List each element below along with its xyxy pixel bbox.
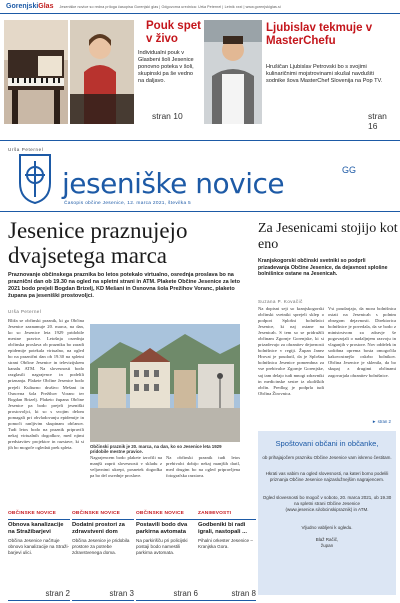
right-deck: Kranjskogorski občinski svetniki so podprli prizadevanja Občine Jesenice, da dejavnost splošne bolnišnice ostane na Jesenicah. — [258, 258, 388, 278]
child-pianist-photo — [70, 20, 134, 124]
news-tag: OBČINSKE NOVICE — [72, 511, 121, 516]
greeting-title: Spoštovani občani in občanke, — [275, 439, 379, 448]
news-item[interactable] — [136, 511, 198, 601]
piano-photo — [4, 20, 68, 124]
lead-deck: Praznovanje občinskega praznika bo letos potekalo virtualno, osrednja proslava bo na praznični dan ob 19.30 na ogled na spletni strani in ATM. Plakete Občine Jesenice za leto 2021 bodo prejeli Bogdan Brizelj, KD Mešani in Osnovna šola Prežihov Voranc, plaketo župana pa jeseniški prostovoljci. — [8, 272, 240, 299]
lead-column-3: Na občinski praznik tudi letos prebivalci dobijo nekaj manjših daril, med drugim bo na ogled pripravljena fotografska razstava. — [166, 455, 240, 479]
lead-column-2: Nagrajencem bodo plakete izročili na manjši zaprti slovesnosti v skladu z veljavnimi ukrepi, posnetek dogodka pa bo del osrednje proslave. — [90, 455, 162, 479]
news-title: Godbeniki bi radi igrali, nastopali ... — [198, 522, 247, 535]
news-item[interactable] — [72, 511, 134, 601]
teaser-left-title: Pouk spet v živo — [146, 20, 201, 45]
news-body: Pihalni orkester Jesenice – Kranjska Gora. — [198, 538, 253, 549]
masthead-title: jeseniške novice — [62, 167, 285, 200]
lead-headline[interactable]: Jesenice praznujejo dvajsetega marca — [8, 218, 188, 268]
greeting-signature-name: Blaž Račič, — [315, 537, 339, 542]
news-tag: OBČINSKE NOVICE — [136, 511, 185, 516]
news-tag: OBČINSKE NOVICE — [8, 511, 57, 516]
news-page[interactable]: stran 3 — [109, 589, 134, 598]
news-page[interactable]: stran 2 — [45, 589, 70, 598]
news-page[interactable]: stran 6 — [173, 589, 198, 598]
news-bottom-rule — [72, 600, 134, 601]
teaser-right-page[interactable]: stran 16 — [368, 111, 387, 131]
right-headline[interactable]: Za Jesenicami stojijo kot eno — [258, 221, 398, 252]
right-column-2: Vsi poudarjajo, da mora bolnišnica ostati na Jesenicah s polnim obsegom dejavnosti. Direktorica bolnišnice je povedala, da se bodo z ministrstvom za zdravje še pogovarjali o nadaljnjem razvoju in vlaganjih v prostore. Nov oddelek in sodobna oprema bosta omogočila kakovostnejšo oskrbo bolnikov. Občina Jesenice je sklenila, da bo skupaj z drugimi občinami zagovarjala ohranitev bolnišnice. — [328, 306, 396, 378]
teaser-right[interactable] — [204, 20, 398, 138]
gorenjski-glas-logo: GorenjskiGlas — [6, 3, 54, 10]
news-bottom-rule — [8, 600, 70, 601]
news-tag: ZANIMIVOSTI — [198, 511, 232, 516]
right-more-link[interactable]: ► stran 2 — [372, 419, 392, 424]
masthead-author: Urša Peternel — [8, 147, 44, 152]
teaser-left-page[interactable]: stran 10 — [152, 111, 183, 121]
mayor-greeting-box — [258, 431, 396, 595]
publication-info: Jeseniške novice so redna priloga časopisa Gorenjski glas | Odgovorna urednica: Urša Peternel | Letnik xxxi | www.gorenjskiglas.si — [59, 4, 281, 9]
coat-of-arms-icon — [18, 153, 52, 205]
lead-column-1: Bliža se občinski praznik, ki ga Občina Jesenice zaznamuje 20. marca, na dan, ko so Jesenice leta 1929 pridobile mestne pravice. Letošnja osrednja občinska proslava ob prazniku bo zaradi epidemije potekala virtualno, na ogled bo na praznični dan ob 19.30 na spletni strani Občine Jesenice in televizijskem kanalu ATM. Na slovesnosti bodo razglasili nagrajence in podelili priznanja. Plakete Občine Jesenice bodo prejeli Kulturno društvo Mešani in Osnovna šola Prežihov Voranc ter Bogdan Brizelj. Plaketo župana Občine Jesenice pa bodo prejeli jeseniški prostovoljci, ki so s svojim delom pomagali pri obvladovanju epidemije in pomoči ranljivim skupinam občanov. Tudi letos bodo na praznik pripravili nekaj virtualnih dogodkov, med njimi predstavitev projektov in razstave, ki si jih bo mogoče ogledati prek spleta. — [8, 318, 84, 450]
news-divider — [72, 519, 134, 520]
lead-photo-caption: Občinski praznik je 20. marca, na dan, ko so Jesenice leta 1929 pridobile mestne pravice. — [90, 444, 222, 455]
masthead-subtitle: Časopis občine Jesenice, 12. marca 2021, številka 5 — [64, 201, 192, 206]
teaser-left-text: Individualni pouk v Glasbeni šoli Jesenice ponovno poteka v šoli, skupinski pa še vedno na daljavo. — [138, 50, 194, 84]
news-bottom-rule — [198, 600, 256, 601]
greeting-signature-role: župan — [320, 543, 334, 548]
news-body: Občina Jesenice načrtuje obnovo kanalizacije na Stražibarjevi ulici. — [8, 538, 70, 555]
news-bottom-rule — [136, 600, 198, 601]
teaser-left[interactable] — [4, 20, 200, 138]
town-square-photo — [90, 324, 240, 442]
news-divider — [198, 519, 256, 520]
news-body: Na parkirišču pri policijski postaji bodo namestili parkirna avtomata. — [136, 538, 188, 555]
right-column-1: Na dopisni seji so kranjskogorski občinski svetniki sprejeli sklep o podpori Splošni bolnišnici Jesenice, ki naj ostane na Jesenicah. S tem so se pridružili občinam Zgornje Gorenjske, ki si prizadevajo za ohranitev dejavnosti bolnišnice v regiji. Župan Janez Hrovat je poudaril, da je Splošna bolnišnica Jesenice pomembna za vse prebivalce Zgornje Gorenjske, saj tam delajo tudi mnogi zdravniki in medicinske sestre iz okoliških občin. Predlog je podprla tudi Občina Žirovnica. — [258, 306, 324, 396]
masthead-gg: GG — [342, 165, 357, 175]
news-divider — [136, 519, 198, 520]
teaser-right-text: Hrušičan Ljubislav Petrovski bo s svojimi kulinaričnimi mojstrovinami skušal navdušiti sodnike šova MasterChef Slovenija na Pop TV. — [266, 64, 383, 84]
teaser-right-title: Ljubislav tekmuje v MasterChefu — [266, 22, 373, 47]
right-byline: Suzana P. Kovačič — [258, 299, 303, 304]
greeting-paragraph-1: ob prihajajočem prazniku Občine Jesenice vam iskreno čestitam. — [262, 455, 392, 460]
news-title: Obnova kanalizacije na Stražibarjevi — [8, 522, 64, 535]
news-divider — [8, 519, 70, 520]
masthead — [0, 140, 400, 212]
greeting-paragraph-3: Ogled slovesnosti bo mogoč v soboto, 20. marca 2021, ob 19.30 na spletni strani Občine Jesenice (www.jesenice.si/obcinskipraznik) in ATM. — [262, 495, 392, 512]
news-title: Dodatni prostori za zdravstveni dom — [72, 522, 125, 535]
greeting-paragraph-2: Hkrati vas vabim na ogled slovesnosti, na kateri bomo podelili priznanja Občine Jesenice najzaslužnejšim nagrajencem. — [265, 471, 389, 482]
lead-byline: Urša Peternel — [8, 309, 42, 314]
news-page[interactable]: stran 8 — [231, 589, 256, 598]
news-item[interactable] — [198, 511, 256, 601]
news-body: Občina Jesenice je pridobila prostore za potrebe zdravstvenega doma. — [72, 538, 130, 555]
news-item[interactable] — [8, 511, 70, 601]
greeting-paragraph-4: Vljudno vabljeni k ogledu. — [301, 525, 353, 530]
chef-photo — [204, 20, 262, 124]
news-title: Postavili bodo dva parkirna avtomata — [136, 522, 188, 535]
top-bar — [0, 0, 400, 14]
